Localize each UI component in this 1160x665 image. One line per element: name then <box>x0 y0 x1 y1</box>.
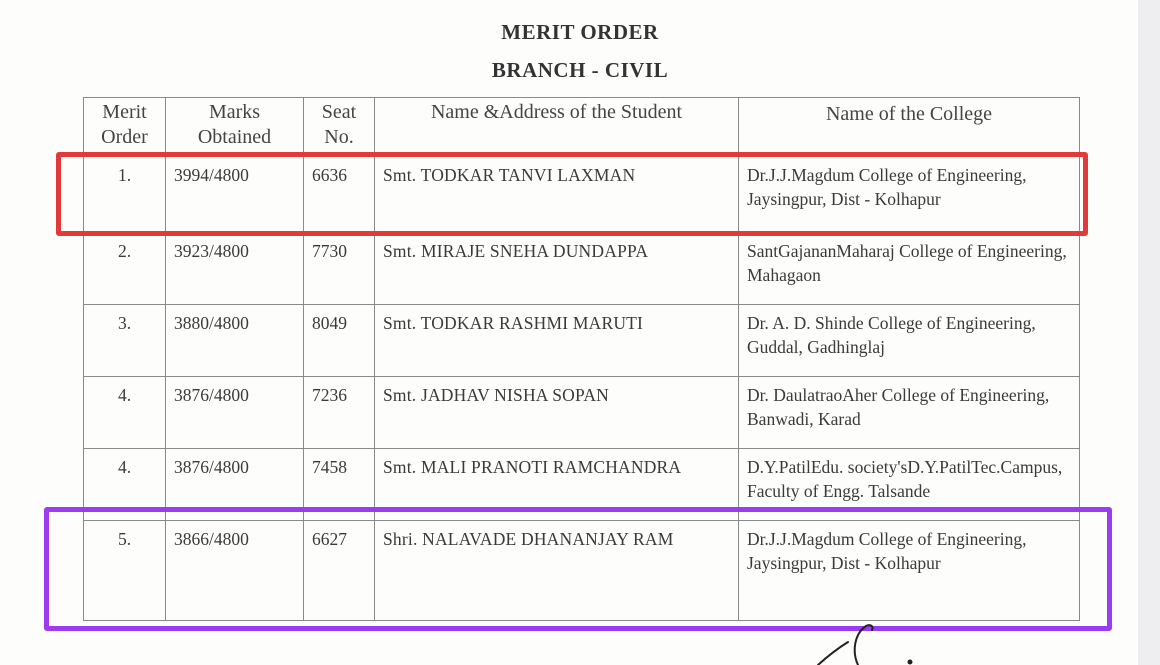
cell-student-name: Smt. MALI PRANOTI RAMCHANDRA <box>375 449 739 521</box>
table-header-row <box>84 98 1080 157</box>
cell-seat: 6636 <box>304 157 375 233</box>
cell-college <box>739 233 1080 305</box>
table-row <box>84 377 1080 449</box>
header-seat: Seat No. <box>304 98 375 157</box>
header-name: Name &Address of the Student <box>375 98 739 157</box>
cell-student-name: Smt. TODKAR TANVI LAXMAN <box>375 157 739 233</box>
table-row <box>84 449 1080 521</box>
header-marks: Marks Obtained <box>166 98 304 157</box>
cell-marks: 3866/4800 <box>166 521 304 621</box>
header-college: Name of the College <box>739 98 1080 157</box>
cell-order: 4. <box>84 449 166 521</box>
table-row <box>84 521 1080 621</box>
document-subtitle: BRANCH - CIVIL <box>491 58 669 82</box>
cell-marks: 3876/4800 <box>166 377 304 449</box>
cell-marks: 3994/4800 <box>166 157 304 233</box>
header-merit-order: Merit Order <box>84 98 166 157</box>
cell-college <box>739 377 1080 449</box>
college-text: Dr.J.J.Magdum College of Engineering, Jaysingpur, Dist - Kolhapur <box>747 165 1027 209</box>
cell-marks: 3923/4800 <box>166 233 304 305</box>
table-row <box>84 305 1080 377</box>
cell-order: 1. <box>84 157 166 233</box>
cell-order: 2. <box>84 233 166 305</box>
cell-college <box>739 521 1080 621</box>
cell-seat: 7236 <box>304 377 375 449</box>
cell-marks: 3880/4800 <box>166 305 304 377</box>
college-text: Dr.J.J.Magdum College of Engineering, Jaysingpur, Dist - Kolhapur <box>747 529 1027 573</box>
cell-seat: 6627 <box>304 521 375 621</box>
table-row <box>84 233 1080 305</box>
cell-marks: 3876/4800 <box>166 449 304 521</box>
cell-college <box>739 305 1080 377</box>
document-title: MERIT ORDER <box>501 20 659 44</box>
signature-mark <box>800 612 940 665</box>
cell-seat: 8049 <box>304 305 375 377</box>
cell-college <box>739 449 1080 521</box>
college-text: SantGajananMaharaj College of Engineering, Mahagaon <box>747 241 1067 285</box>
table-row <box>84 157 1080 233</box>
cell-order: 4. <box>84 377 166 449</box>
cell-student-name: Smt. TODKAR RASHMI MARUTI <box>375 305 739 377</box>
scroll-gutter <box>1138 0 1160 665</box>
cell-order: 3. <box>84 305 166 377</box>
college-text: Dr. DaulatraoAher College of Engineering, Banwadi, Karad <box>747 385 1050 429</box>
cell-student-name: Smt. JADHAV NISHA SOPAN <box>375 377 739 449</box>
cell-student-name: Smt. MIRAJE SNEHA DUNDAPPA <box>375 233 739 305</box>
college-text: Dr. A. D. Shinde College of Engineering, Guddal, Gadhinglaj <box>747 313 1036 357</box>
college-text: D.Y.PatilEdu. society'sD.Y.PatilTec.Campus, Faculty of Engg. Talsande <box>747 457 1063 501</box>
cell-student-name: Shri. NALAVADE DHANANJAY RAM <box>375 521 739 621</box>
cell-seat: 7730 <box>304 233 375 305</box>
cell-college <box>739 157 1080 233</box>
cell-seat: 7458 <box>304 449 375 521</box>
merit-table <box>83 97 1080 621</box>
cell-order: 5. <box>84 521 166 621</box>
